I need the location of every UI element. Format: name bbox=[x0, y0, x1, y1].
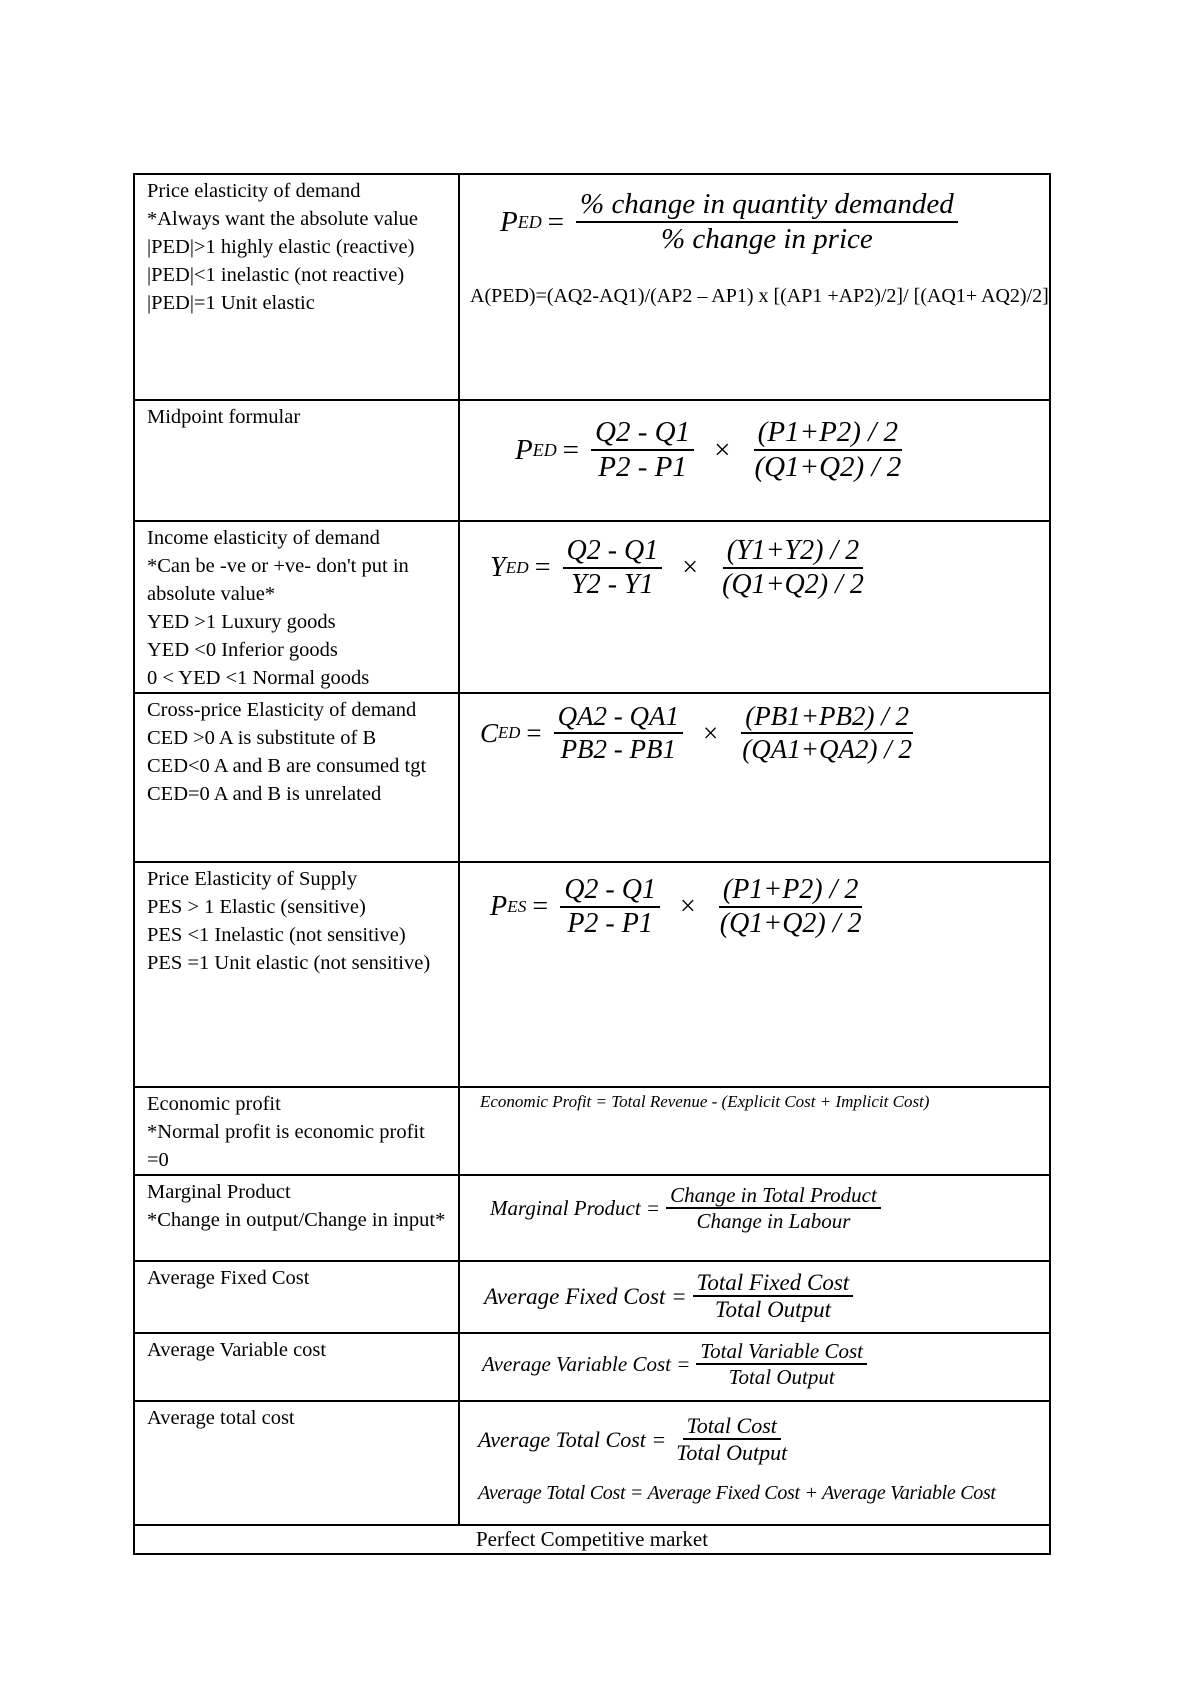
formula-cell bbox=[459, 693, 1050, 862]
ped-arc-note: A(PED)=(AQ2-AQ1)/(AP2 – AP1) x [(AP1 +AP2)/2]/ [(AQ1+ AQ2)/2] bbox=[470, 285, 1049, 307]
fraction bbox=[591, 417, 694, 484]
row-note: |PED|>1 highly elastic (reactive) bbox=[147, 236, 415, 258]
fraction-denominator: (QA1+QA2) / 2 bbox=[742, 733, 912, 764]
table-row bbox=[134, 521, 1050, 693]
fraction-denominator: P2 - P1 bbox=[567, 907, 653, 939]
fraction bbox=[696, 1340, 867, 1389]
row-title: Average Variable cost bbox=[147, 1339, 327, 1361]
fraction-denominator: % change in price bbox=[660, 222, 873, 255]
formula-cell bbox=[459, 400, 1050, 521]
formula-cell bbox=[459, 1333, 1050, 1401]
row-title: Marginal Product bbox=[147, 1181, 291, 1203]
fraction-numerator: QA2 - QA1 bbox=[554, 702, 683, 734]
row-note: |PED|=1 Unit elastic bbox=[147, 292, 315, 314]
table-row bbox=[134, 1175, 1050, 1261]
table-row bbox=[134, 174, 1050, 400]
pes-formula: P ES = $\frac{Q2 - Q1}{P2 - P1}$ × $\frac{(P1+P2) / 2}{(Q1+Q2) / 2}$ bbox=[490, 875, 872, 940]
table-row bbox=[134, 693, 1050, 862]
row-note: CED >0 A is substitute of B bbox=[147, 727, 377, 749]
fraction bbox=[560, 875, 660, 940]
fraction-numerator: (Y1+Y2) / 2 bbox=[723, 536, 863, 569]
row-note: PES > 1 Elastic (sensitive) bbox=[147, 896, 366, 918]
fraction-numerator: Q2 - Q1 bbox=[563, 536, 663, 569]
yed-formula: Y ED = $\frac{Q2 - Q1}{Y2 - Y1}$ × $\frac{(Y1+Y2) / 2}{(Q1+Q2) / 2}$ bbox=[490, 536, 874, 601]
row-label-cell bbox=[134, 1333, 459, 1401]
row-note: PES <1 Inelastic (not sensitive) bbox=[147, 924, 406, 946]
fraction bbox=[672, 1414, 791, 1465]
fraction-numerator: Total Cost bbox=[683, 1414, 781, 1440]
row-note: PES =1 Unit elastic (not sensitive) bbox=[147, 952, 431, 974]
formula-lhs: Y bbox=[490, 552, 506, 584]
row-note: *Change in output/Change in input* bbox=[147, 1209, 446, 1231]
fraction bbox=[750, 417, 905, 484]
row-title: Price elasticity of demand bbox=[147, 180, 361, 202]
fraction bbox=[563, 536, 663, 601]
formula-cell bbox=[459, 1401, 1050, 1525]
formula-cell bbox=[459, 174, 1050, 400]
formula-lhs: P bbox=[500, 206, 518, 239]
fraction bbox=[693, 1270, 854, 1324]
fraction-denominator: Total Output bbox=[714, 1297, 831, 1323]
fraction-numerator: Total Variable Cost bbox=[696, 1340, 867, 1365]
formula-table bbox=[133, 173, 1051, 1555]
row-note: CED=0 A and B is unrelated bbox=[147, 783, 382, 805]
formula-lhs: C bbox=[480, 717, 499, 748]
row-label-cell bbox=[134, 174, 459, 400]
fraction-numerator: Q2 - Q1 bbox=[560, 875, 660, 908]
row-note: *Always want the absolute value bbox=[147, 208, 418, 230]
row-title: Price Elasticity of Supply bbox=[147, 868, 358, 890]
row-title: Average total cost bbox=[147, 1407, 295, 1429]
row-title: Cross-price Elasticity of demand bbox=[147, 699, 417, 721]
formula-lhs-sub: ED bbox=[505, 558, 529, 578]
table-row bbox=[134, 862, 1050, 1087]
fraction-denominator: Change in Labour bbox=[696, 1209, 851, 1234]
formula-lhs-sub: ED bbox=[532, 440, 557, 461]
table-row bbox=[134, 1087, 1050, 1175]
economic-profit-formula: Economic Profit = Total Revenue - (Explicit Cost + Implicit Cost) bbox=[480, 1092, 930, 1111]
row-label-cell bbox=[134, 1401, 459, 1525]
formula-lhs: Average Fixed Cost = bbox=[484, 1283, 687, 1309]
fraction-denominator: Total Output bbox=[728, 1365, 835, 1390]
table-row bbox=[134, 1333, 1050, 1401]
row-label-cell bbox=[134, 693, 459, 862]
midpoint-formula: P ED = $\frac{Q2 - Q1}{P2 - P1}$ × $\frac{(P1+P2) / 2}{(Q1+Q2) / 2}$ bbox=[515, 417, 911, 484]
formula-lhs-sub: ES bbox=[507, 897, 527, 917]
formula-lhs: Average Total Cost = bbox=[478, 1426, 667, 1452]
row-title: Income elasticity of demand bbox=[147, 527, 380, 549]
section-footer: Perfect Competitive market bbox=[134, 1525, 1050, 1554]
fraction-denominator: (Q1+Q2) / 2 bbox=[719, 907, 862, 939]
row-label-cell bbox=[134, 862, 459, 1087]
formula-cell bbox=[459, 1175, 1050, 1261]
row-note: 0 < YED <1 Normal goods bbox=[147, 667, 370, 689]
fraction-numerator: Change in Total Product bbox=[666, 1184, 881, 1209]
formula-lhs-sub: ED bbox=[498, 723, 521, 743]
marginal-product-formula bbox=[490, 1184, 887, 1233]
formula-lhs: P bbox=[490, 891, 508, 923]
table-row bbox=[134, 400, 1050, 521]
fraction bbox=[554, 702, 683, 765]
ced-formula: C ED = $\frac{QA2 - QA1}{PB2 - PB1}$ × $\frac{(PB1+PB2) / 2}{(QA1+QA2) / 2}$ bbox=[480, 702, 922, 765]
formula-cell bbox=[459, 1087, 1050, 1175]
row-title: Economic profit bbox=[147, 1093, 281, 1115]
formula-cell bbox=[459, 862, 1050, 1087]
fraction bbox=[666, 1184, 881, 1233]
fraction bbox=[576, 189, 958, 256]
fraction-numerator: (P1+P2) / 2 bbox=[754, 417, 902, 451]
fraction-denominator: (Q1+Q2) / 2 bbox=[754, 450, 902, 483]
row-label-cell bbox=[134, 1087, 459, 1175]
formula-lhs: Average Variable Cost = bbox=[482, 1352, 691, 1377]
formula-lhs: Marginal Product = bbox=[490, 1196, 661, 1221]
fraction-denominator: Y2 - Y1 bbox=[571, 568, 654, 600]
row-note: *Normal profit is economic profit =0 bbox=[147, 1121, 425, 1171]
formula-lhs-sub: ED bbox=[517, 212, 542, 233]
fraction bbox=[716, 875, 866, 940]
fraction-numerator: (PB1+PB2) / 2 bbox=[741, 702, 913, 734]
row-title: Average Fixed Cost bbox=[147, 1267, 310, 1289]
fraction-denominator: Total Output bbox=[676, 1440, 788, 1466]
row-note: CED<0 A and B are consumed tgt bbox=[147, 755, 427, 777]
fraction-denominator: P2 - P1 bbox=[598, 450, 687, 483]
table-row bbox=[134, 1401, 1050, 1525]
fraction bbox=[738, 702, 916, 765]
table-row bbox=[134, 1261, 1050, 1333]
row-title: Midpoint formular bbox=[147, 406, 301, 428]
row-label-cell bbox=[134, 521, 459, 693]
row-note: YED <0 Inferior goods bbox=[147, 639, 338, 661]
formula-lhs: P bbox=[515, 434, 533, 467]
row-note: *Can be -ve or +ve- don't put in absolute value* bbox=[147, 555, 409, 605]
fraction bbox=[718, 536, 868, 601]
atc-formula bbox=[478, 1414, 797, 1465]
row-label-cell bbox=[134, 1175, 459, 1261]
fraction-denominator: (Q1+Q2) / 2 bbox=[722, 568, 864, 600]
fraction-numerator: % change in quantity demanded bbox=[576, 189, 958, 223]
formula-cell bbox=[459, 1261, 1050, 1333]
formula-cell bbox=[459, 521, 1050, 693]
row-label-cell bbox=[134, 1261, 459, 1333]
row-note: |PED|<1 inelastic (not reactive) bbox=[147, 264, 405, 286]
row-label-cell bbox=[134, 400, 459, 521]
avc-formula bbox=[482, 1340, 873, 1389]
table-row bbox=[134, 1525, 1050, 1554]
fraction-numerator: Total Fixed Cost bbox=[693, 1270, 854, 1297]
atc-sum-formula: Average Total Cost = Average Fixed Cost + Average Variable Cost bbox=[478, 1482, 996, 1504]
afc-formula bbox=[484, 1270, 859, 1324]
row-note: YED >1 Luxury goods bbox=[147, 611, 336, 633]
ped-formula: P ED = $\frac{\text{\% change in quantity demanded}}{\text{\% change in price}}$ bbox=[500, 189, 964, 256]
fraction-numerator: (P1+P2) / 2 bbox=[719, 875, 863, 908]
fraction-numerator: Q2 - Q1 bbox=[591, 417, 694, 451]
fraction-denominator: PB2 - PB1 bbox=[560, 733, 677, 764]
